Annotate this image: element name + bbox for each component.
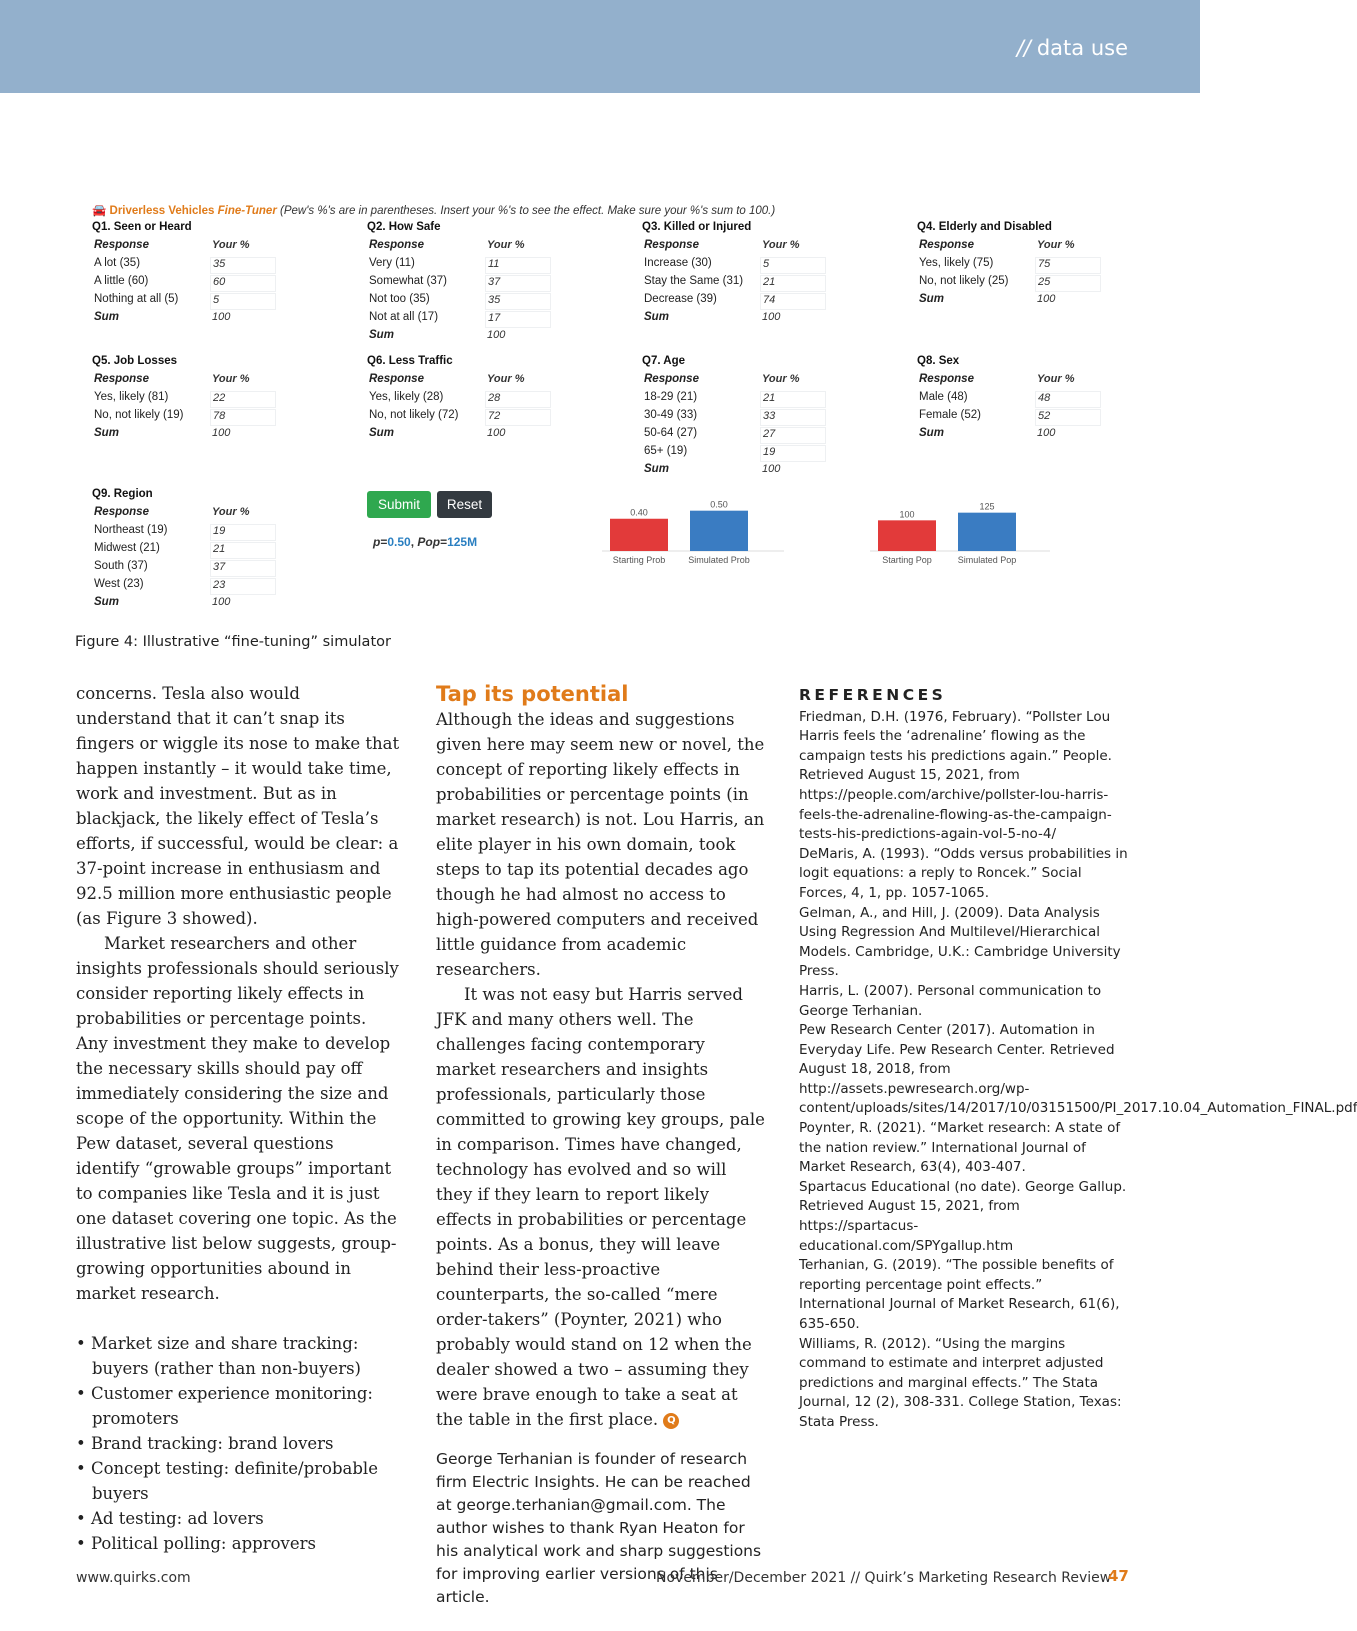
percent-input[interactable]: 5: [210, 293, 276, 310]
category-label: Starting Pop: [882, 555, 932, 565]
category-label: Starting Prob: [612, 555, 666, 565]
response-column-header: Response: [94, 373, 149, 385]
response-label: No, not likely (19): [94, 409, 184, 421]
probability-bar-chart: [602, 487, 784, 567]
simulator-title-emphasis: Fine-Tuner: [217, 205, 277, 217]
paragraph: Although the ideas and suggestions given here may seem new or novel, the concept of reporting likely effects in probabilities or percentage points (in market research) is not. Lou Harris, an elite player in his own domain, took steps to tap its potential decades ago though he had almost no access to high-powered computers and received little guidance from academic researchers.: [436, 710, 765, 979]
question-header-row: [92, 373, 302, 391]
question-header-row: [367, 239, 577, 257]
question-header-row: [917, 239, 1127, 257]
response-row: [642, 427, 852, 445]
sum-label: Sum: [94, 427, 119, 439]
response-row: [92, 524, 302, 542]
percent-input[interactable]: 22: [210, 391, 276, 408]
paragraph: concerns. Tesla also would understand that it can’t snap its fingers or wiggle its nose to make that happen instantly – it would take time, work and investment. But as in blackjack, the likely effect of Tesla’s efforts, if successful, would be clear: a 37-point increase in enthusiasm and 92.5 million more enthusiastic people (as Figure 3 showed).: [76, 684, 400, 928]
response-label: Nothing at all (5): [94, 293, 179, 305]
sum-row: [92, 596, 302, 614]
response-label: Stay the Same (31): [644, 275, 744, 287]
simulation-result: p=0.50, Pop=125M: [373, 535, 478, 549]
reference-item: Friedman, D.H. (1976, February). “Pollster Lou Harris feels the ‘adrenaline’ flowing as the campaign tests his predictions again.” People. Retrieved August 15, 2021, from https://people.com/archive/pollster-lou-harris-feels-the-adrenaline-flowing-as-the-campaign-tests-his-predictions-again-vol-5-no-4/: [799, 708, 1112, 843]
sum-label: Sum: [369, 427, 394, 439]
question-title: Q1. Seen or Heard: [92, 221, 192, 233]
response-label: Yes, likely (28): [369, 391, 444, 403]
response-label: South (37): [94, 560, 148, 572]
list-item: • Ad testing: ad lovers: [76, 1506, 400, 1531]
your-percent-column-header: Your %: [212, 239, 250, 251]
response-label: No, not likely (72): [369, 409, 459, 421]
sum-value: 100: [762, 311, 781, 323]
response-label: A little (60): [94, 275, 149, 287]
response-label: West (23): [94, 578, 144, 590]
response-row: [367, 257, 577, 275]
question-block: [917, 355, 1127, 445]
fine-tuner-simulator: [92, 203, 1132, 623]
your-percent-column-header: Your %: [762, 239, 800, 251]
question-block: [367, 355, 577, 445]
sum-value: 100: [1037, 427, 1056, 439]
paragraph-text: It was not easy but Harris served JFK and many others well. The challenges facing contemporary market researchers and insights professionals, particularly those committed to growing key groups, pale in comparison. Times have changed, technology has evolved and so will they if they learn to report likely effects in probabilities or percentage points. As a bonus, they will leave behind their less-proactive counterparts, the so-called “mere order-takers” (Poynter, 2021) who probably would stand on 12 when the dealer showed a two – assuming they were brave enough to take a seat at the table in the first place.: [436, 985, 765, 1429]
question-title: Q2. How Safe: [367, 221, 441, 233]
simulator-title-main: Driverless Vehicles: [109, 205, 218, 217]
mini-bar-chart-svg: [602, 487, 784, 567]
reference-item: Gelman, A., and Hill, J. (2009). Data Analysis Using Regression And Multilevel/Hierarchical Models. Cambridge, U.K.: Cambridge University Press.: [799, 904, 1121, 980]
reference-item: Williams, R. (2012). “Using the margins command to estimate and interpret adjusted predictions and marginal effects.” The Stata Journal, 12 (2), 308-331. College Station, Texas: Stata Press.: [799, 1335, 1122, 1430]
article-column-1: [76, 681, 400, 1556]
question-block: [92, 355, 302, 445]
response-label: Not too (35): [369, 293, 430, 305]
chart-bar: [610, 519, 668, 551]
mini-bar-chart-svg: [870, 491, 1050, 567]
percent-input[interactable]: 23: [210, 578, 276, 595]
section-tag: // data use: [1016, 36, 1128, 60]
bar-value-label: 0.40: [630, 507, 648, 518]
sum-value: 100: [212, 427, 231, 439]
sum-value: 100: [487, 329, 506, 341]
references-column: [799, 686, 1357, 1433]
response-row: [367, 409, 577, 427]
your-percent-column-header: Your %: [1037, 239, 1075, 251]
question-title: Q7. Age: [642, 355, 686, 367]
percent-input[interactable]: 72: [485, 409, 551, 426]
response-row: [917, 391, 1127, 409]
question-title: Q6. Less Traffic: [367, 355, 453, 367]
response-label: Midwest (21): [94, 542, 160, 554]
percent-input[interactable]: 75: [1035, 257, 1101, 274]
response-row: [367, 391, 577, 409]
page-number: 47: [1108, 1567, 1129, 1585]
your-percent-column-header: Your %: [762, 373, 800, 385]
bar-value-label: 100: [899, 509, 915, 520]
response-label: Increase (30): [644, 257, 712, 269]
question-title: Q4. Elderly and Disabled: [917, 221, 1052, 233]
response-column-header: Response: [644, 239, 699, 251]
percent-input[interactable]: 21: [210, 542, 276, 559]
percent-input[interactable]: 19: [210, 524, 276, 541]
simulator-title-note: (Pew's %'s are in parentheses. Insert your %'s to see the effect. Make sure your %'s sum to 100.): [280, 205, 776, 217]
sum-label: Sum: [94, 596, 119, 608]
list-item: • Concept testing: definite/probable buyers: [76, 1456, 400, 1506]
percent-input[interactable]: 21: [760, 275, 826, 292]
your-percent-column-header: Your %: [212, 506, 250, 518]
simulator-title: [92, 203, 775, 217]
response-label: Northeast (19): [94, 524, 168, 536]
list-item: • Market size and share tracking: buyers (rather than non-buyers): [76, 1331, 400, 1381]
your-percent-column-header: Your %: [212, 373, 250, 385]
response-label: 50-64 (27): [644, 427, 698, 439]
question-header-row: [917, 373, 1127, 391]
question-title: Q3. Killed or Injured: [642, 221, 752, 233]
percent-input[interactable]: 52: [1035, 409, 1101, 426]
question-title: Q9. Region: [92, 488, 153, 500]
question-title: Q8. Sex: [917, 355, 960, 367]
response-row: [642, 275, 852, 293]
question-block: [367, 221, 577, 347]
question-header-row: [92, 506, 302, 524]
response-label: Somewhat (37): [369, 275, 447, 287]
reference-item: Poynter, R. (2021). “Market research: A state of the nation review.” International Journal of Market Research, 63(4), 403-407.: [799, 1120, 1121, 1176]
response-column-header: Response: [644, 373, 699, 385]
question-header-row: [642, 239, 852, 257]
your-percent-column-header: Your %: [487, 373, 525, 385]
sum-value: 100: [212, 596, 231, 608]
response-label: Very (11): [369, 257, 415, 269]
list-item: • Political polling: approvers: [76, 1531, 400, 1556]
percent-input[interactable]: 5: [760, 257, 826, 274]
response-row: [917, 275, 1127, 293]
footer-issue: November/December 2021 // Quirk’s Marketing Research Review: [656, 1570, 1112, 1586]
reference-item: Pew Research Center (2017). Automation in Everyday Life. Pew Research Center. Retrieved August 18, 2018, from http://assets.pewresearch.org/wp-content/uploads/sites/14/2017/10/03151500/PI_2017.10.04_Automation_FINAL.pdf: [799, 1022, 1357, 1117]
sum-row: [917, 293, 1127, 311]
sum-value: 100: [212, 311, 231, 323]
sum-label: Sum: [644, 463, 669, 475]
footer-website: www.quirks.com: [76, 1570, 191, 1586]
sum-row: [917, 427, 1127, 445]
percent-input[interactable]: 60: [210, 275, 276, 292]
response-row: [917, 257, 1127, 275]
response-label: Male (48): [919, 391, 968, 403]
reference-item: Terhanian, G. (2019). “The possible benefits of reporting percentage point effects.” International Journal of Market Research, 61(6), 635-650.: [799, 1257, 1120, 1332]
question-block: [642, 221, 852, 329]
author-bio: George Terhanian is founder of research firm Electric Insights. He can be reached at george.terhanian@gmail.com. The author wishes to thank Ryan Heaton for his analytical work and sharp suggestions for improving earlier versions of this article.: [436, 1450, 762, 1606]
sum-label: Sum: [919, 427, 944, 439]
response-column-header: Response: [919, 239, 974, 251]
sum-label: Sum: [94, 311, 119, 323]
response-label: No, not likely (25): [919, 275, 1009, 287]
percent-input[interactable]: 28: [485, 391, 551, 408]
percent-input[interactable]: 35: [485, 293, 551, 310]
percent-input[interactable]: 33: [760, 409, 826, 426]
sum-row: [92, 311, 302, 329]
question-header-row: [367, 373, 577, 391]
opportunity-list: [76, 1331, 400, 1556]
figure-caption: Figure 4: Illustrative “fine-tuning” simulator: [75, 634, 391, 650]
car-icon: 🚘: [92, 205, 107, 217]
response-column-header: Response: [369, 239, 424, 251]
question-block: [917, 221, 1127, 311]
reset-button[interactable]: Reset: [437, 491, 492, 518]
article-column-2: [436, 681, 766, 1609]
response-label: Decrease (39): [644, 293, 717, 305]
response-row: [92, 542, 302, 560]
end-of-article-icon: Q: [663, 1413, 679, 1429]
list-item: • Customer experience monitoring: promoters: [76, 1381, 400, 1431]
reference-item: DeMaris, A. (1993). “Odds versus probabilities in logit equations: a reply to Roncek.” Social Forces, 4, 1, pp. 1057-1065.: [799, 845, 1128, 901]
bar-value-label: 0.50: [710, 499, 728, 510]
response-label: Yes, likely (75): [919, 257, 994, 269]
list-item: • Brand tracking: brand lovers: [76, 1431, 400, 1456]
percent-input[interactable]: 35: [210, 257, 276, 274]
sum-value: 100: [1037, 293, 1056, 305]
your-percent-column-header: Your %: [487, 239, 525, 251]
bar-value-label: 125: [979, 501, 995, 512]
response-row: [92, 275, 302, 293]
response-row: [92, 409, 302, 427]
references-heading: REFERENCES: [799, 686, 947, 704]
response-row: [367, 293, 577, 311]
sum-label: Sum: [369, 329, 394, 341]
percent-input[interactable]: 21: [760, 391, 826, 408]
response-label: 18-29 (21): [644, 391, 698, 403]
submit-button[interactable]: Submit: [367, 491, 431, 518]
response-label: Not at all (17): [369, 311, 439, 323]
section-heading: Tap its potential: [436, 682, 629, 706]
response-column-header: Response: [94, 239, 149, 251]
response-row: [642, 409, 852, 427]
sum-row: [92, 427, 302, 445]
population-bar-chart: [870, 491, 1050, 567]
your-percent-column-header: Your %: [1037, 373, 1075, 385]
sum-row: [367, 329, 577, 347]
percent-input[interactable]: 17: [485, 311, 551, 328]
chart-bar: [690, 511, 748, 551]
response-label: Female (52): [919, 409, 981, 421]
sum-row: [642, 311, 852, 329]
question-block: [92, 221, 302, 329]
percent-input[interactable]: 11: [485, 257, 551, 274]
sum-value: 100: [762, 463, 781, 475]
response-label: Yes, likely (81): [94, 391, 169, 403]
sum-label: Sum: [644, 311, 669, 323]
sum-row: [642, 463, 852, 481]
reference-item: Harris, L. (2007). Personal communication to George Terhanian.: [799, 982, 1102, 1019]
sum-row: [367, 427, 577, 445]
paragraph: Market researchers and other insights professionals should seriously consider reporting likely effects in probabilities or percentage points. Any investment they make to develop the necessary skills should pay off immediately considering the size and scope of the opportunity. Within the Pew dataset, several questions identify “growable groups” important to companies like Tesla and it is just one dataset covering one topic. As the illustrative list below suggests, group-growing opportunities abound in market research.: [76, 934, 399, 1303]
response-row: [92, 293, 302, 311]
response-row: [92, 257, 302, 275]
category-label: Simulated Pop: [957, 555, 1017, 565]
result-pop-value: 125M: [447, 535, 478, 549]
reference-item: Spartacus Educational (no date). George Gallup. Retrieved August 15, 2021, from https://spartacus-educational.com/SPYgallup.htm: [799, 1178, 1127, 1254]
response-label: 65+ (19): [644, 445, 688, 457]
response-row: [367, 275, 577, 293]
response-row: [642, 445, 852, 463]
response-column-header: Response: [94, 506, 149, 518]
response-column-header: Response: [369, 373, 424, 385]
response-row: [642, 257, 852, 275]
section-label: data use: [1036, 36, 1128, 60]
response-row: [92, 560, 302, 578]
chart-bar: [958, 513, 1016, 551]
percent-input[interactable]: 48: [1035, 391, 1101, 408]
response-label: 30-49 (33): [644, 409, 698, 421]
sum-value: 100: [487, 427, 506, 439]
sum-label: Sum: [919, 293, 944, 305]
response-row: [367, 311, 577, 329]
response-row: [92, 578, 302, 596]
response-label: A lot (35): [94, 257, 141, 269]
percent-input[interactable]: 27: [760, 427, 826, 444]
response-row: [917, 409, 1127, 427]
percent-input[interactable]: 25: [1035, 275, 1101, 292]
percent-input[interactable]: 78: [210, 409, 276, 426]
category-label: Simulated Prob: [688, 555, 750, 565]
question-header-row: [92, 239, 302, 257]
result-p-label: p: [373, 535, 381, 549]
percent-input[interactable]: 74: [760, 293, 826, 310]
response-row: [642, 293, 852, 311]
result-pop-label: Pop: [417, 535, 441, 549]
question-block: [92, 488, 302, 614]
percent-input[interactable]: 37: [485, 275, 551, 292]
response-row: [92, 391, 302, 409]
result-p-value: 0.50: [387, 535, 411, 549]
question-block: [642, 355, 852, 481]
percent-input[interactable]: 19: [760, 445, 826, 462]
percent-input[interactable]: 37: [210, 560, 276, 577]
response-row: [642, 391, 852, 409]
paragraph: [436, 982, 766, 1432]
question-title: Q5. Job Losses: [92, 355, 178, 367]
response-column-header: Response: [919, 373, 974, 385]
chart-bar: [878, 520, 936, 551]
question-header-row: [642, 373, 852, 391]
